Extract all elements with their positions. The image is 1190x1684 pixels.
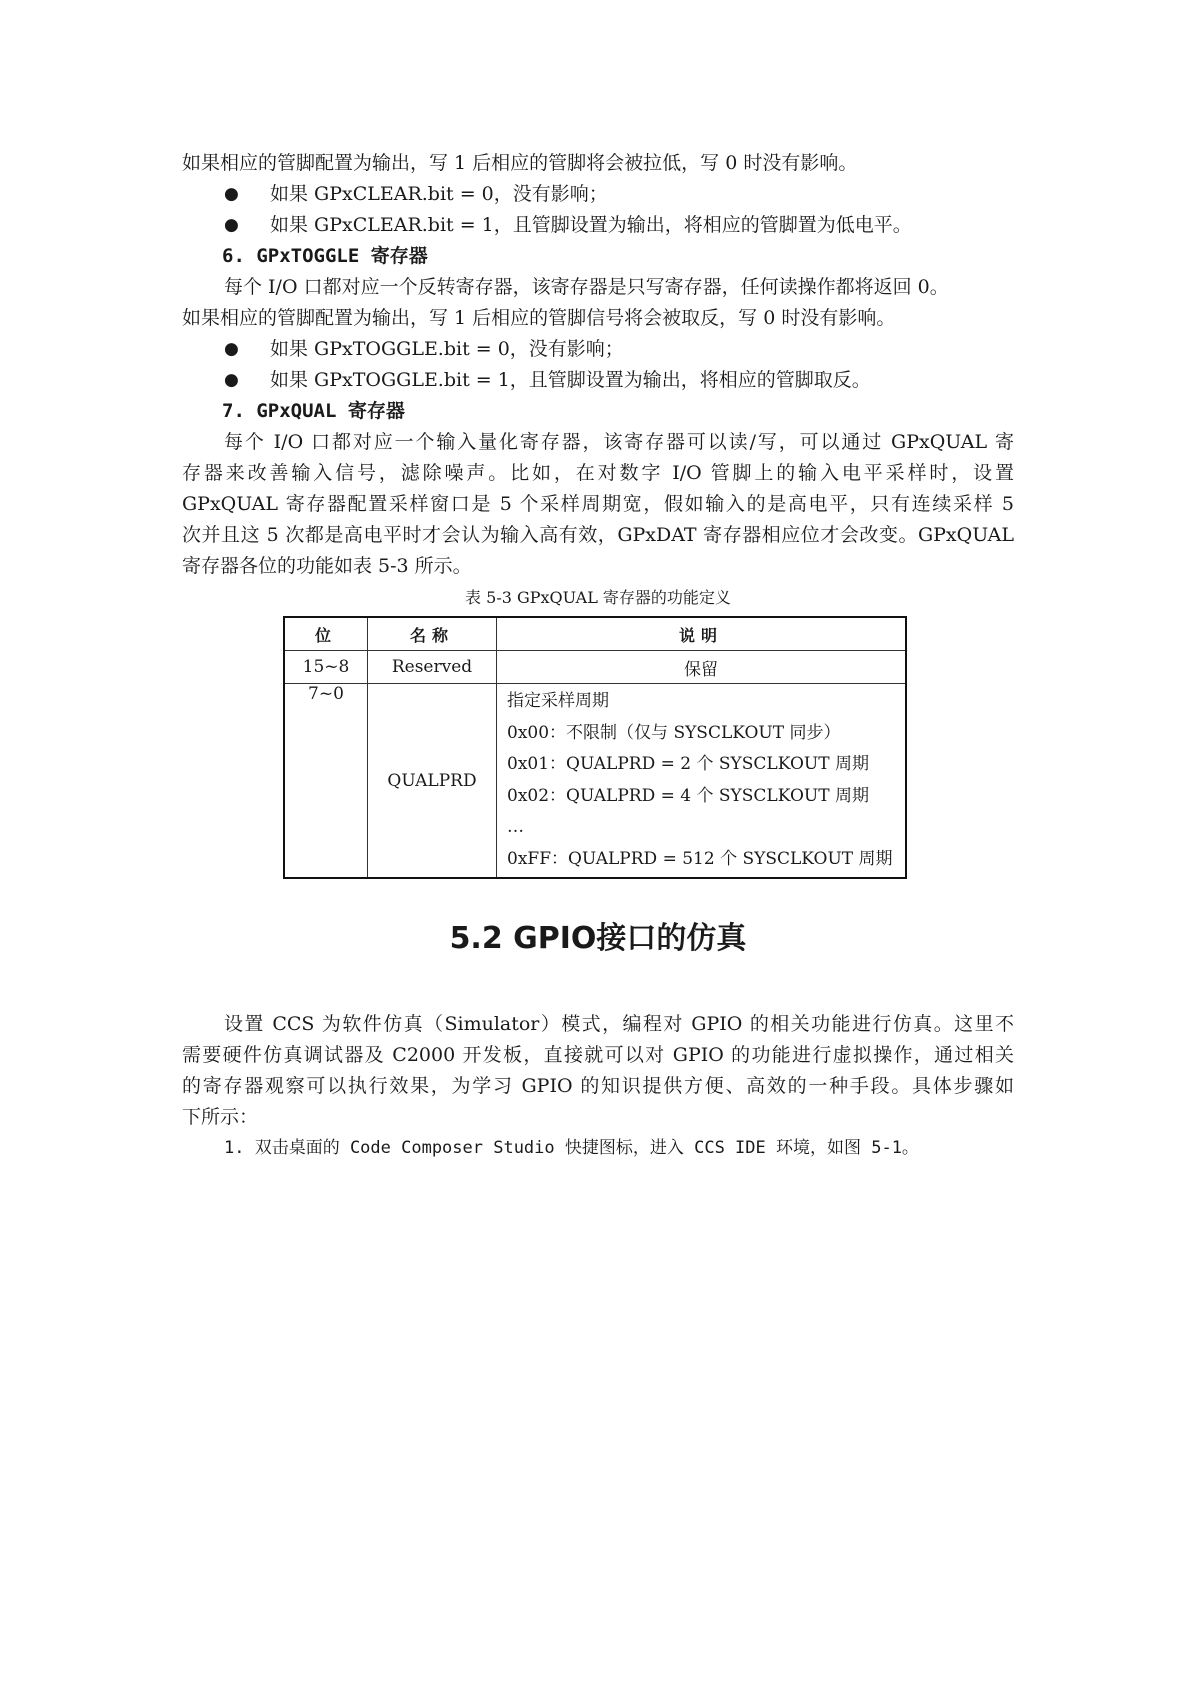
table-header-row [284,617,906,651]
page-content [182,148,1014,1164]
table-cell-desc [497,684,907,879]
bullet-item [182,179,1014,210]
table-caption: 表 5-3 GPxQUAL 寄存器的功能定义 [465,588,731,607]
bullet-item [182,210,1014,241]
paragraph-line: 存器来改善输入信号，滤除噪声。比如，在对数字 I/O 管脚上的输入电平采样时，设置 [182,462,1014,484]
bullet-text: 如果 GPxCLEAR.bit = 1，且管脚设置为输出，将相应的管脚置为低电平。 [270,214,912,236]
paragraph-line: 需要硬件仿真调试器及 C2000 开发板，直接就可以对 GPIO 的功能进行虚拟操作，通过相关 [182,1044,1014,1066]
paragraph-line: 寄存器各位的功能如表 5-3 所示。 [182,555,472,577]
desc-line: 0x00：不限制（仅与 SYSCLKOUT 同步） [507,722,841,743]
paragraph-line: 每个 I/O 口都对应一个输入量化寄存器，该寄存器可以读/写，可以通过 GPxQUAL 寄 [224,431,1014,453]
bullet-item [182,334,1014,365]
table-header-bits: 位 [284,617,368,651]
section-title: 5.2 GPIO接口的仿真 [449,921,747,956]
desc-line: 指定采样周期 [507,691,609,711]
table-cell-bits: 7~0 [284,684,368,879]
paragraph-line: GPxQUAL 寄存器配置采样窗口是 5 个采样周期宽，假如输入的是高电平，只有连续采样 5 [182,493,1014,515]
table-header-name: 名称 [368,617,497,651]
paragraph-line: 下所示： [182,1106,259,1128]
bullet-dot-icon: ● [224,370,239,390]
table-header-desc: 说明 [497,617,907,651]
paragraph-line: 如果相应的管脚配置为输出，写 1 后相应的管脚信号将会被取反，写 0 时没有影响。 [182,307,896,329]
subsection-heading: 7. GPxQUAL 寄存器 [222,400,405,422]
register-table [283,616,907,879]
table-cell-desc: 保留 [497,651,907,684]
subsection-heading: 6. GPxTOGGLE 寄存器 [222,245,428,267]
bullet-dot-icon: ● [224,184,239,204]
desc-line: … [507,817,524,837]
paragraph-line: 每个 I/O 口都对应一个反转寄存器，该寄存器是只写寄存器，任何读操作都将返回 0。 [224,276,949,298]
paragraph-line: 的寄存器观察可以执行效果，为学习 GPIO 的知识提供方便、高效的一种手段。具体步骤如 [182,1075,1014,1097]
desc-line: 0xFF：QUALPRD = 512 个 SYSCLKOUT 周期 [507,848,893,869]
table-row [284,684,906,879]
bullet-item [182,365,1014,396]
bullet-dot-icon: ● [224,339,239,359]
table-cell-name: QUALPRD [368,684,497,879]
paragraph-line: 如果相应的管脚配置为输出，写 1 后相应的管脚将会被拉低，写 0 时没有影响。 [182,152,858,174]
table-cell-bits: 15~8 [284,651,368,684]
bullet-text: 如果 GPxTOGGLE.bit = 1，且管脚设置为输出，将相应的管脚取反。 [270,369,871,391]
paragraph-line: 设置 CCS 为软件仿真（Simulator）模式，编程对 GPIO 的相关功能进行仿真。这里不 [224,1013,1014,1035]
bullet-dot-icon: ● [224,215,239,235]
table-row [284,651,906,684]
numbered-step: 1. 双击桌面的 Code Composer Studio 快捷图标，进入 CCS IDE 环境，如图 5-1。 [224,1138,919,1158]
paragraph-line: 次并且这 5 次都是高电平时才会认为输入高有效，GPxDAT 寄存器相应位才会改变。GPxQUAL [182,524,1014,546]
desc-line: 0x02：QUALPRD = 4 个 SYSCLKOUT 周期 [507,785,869,806]
table-cell-name: Reserved [368,651,497,684]
bullet-text: 如果 GPxCLEAR.bit = 0，没有影响； [270,183,608,205]
desc-line: 0x01：QUALPRD = 2 个 SYSCLKOUT 周期 [507,754,869,774]
bullet-text: 如果 GPxTOGGLE.bit = 0，没有影响； [270,338,624,360]
